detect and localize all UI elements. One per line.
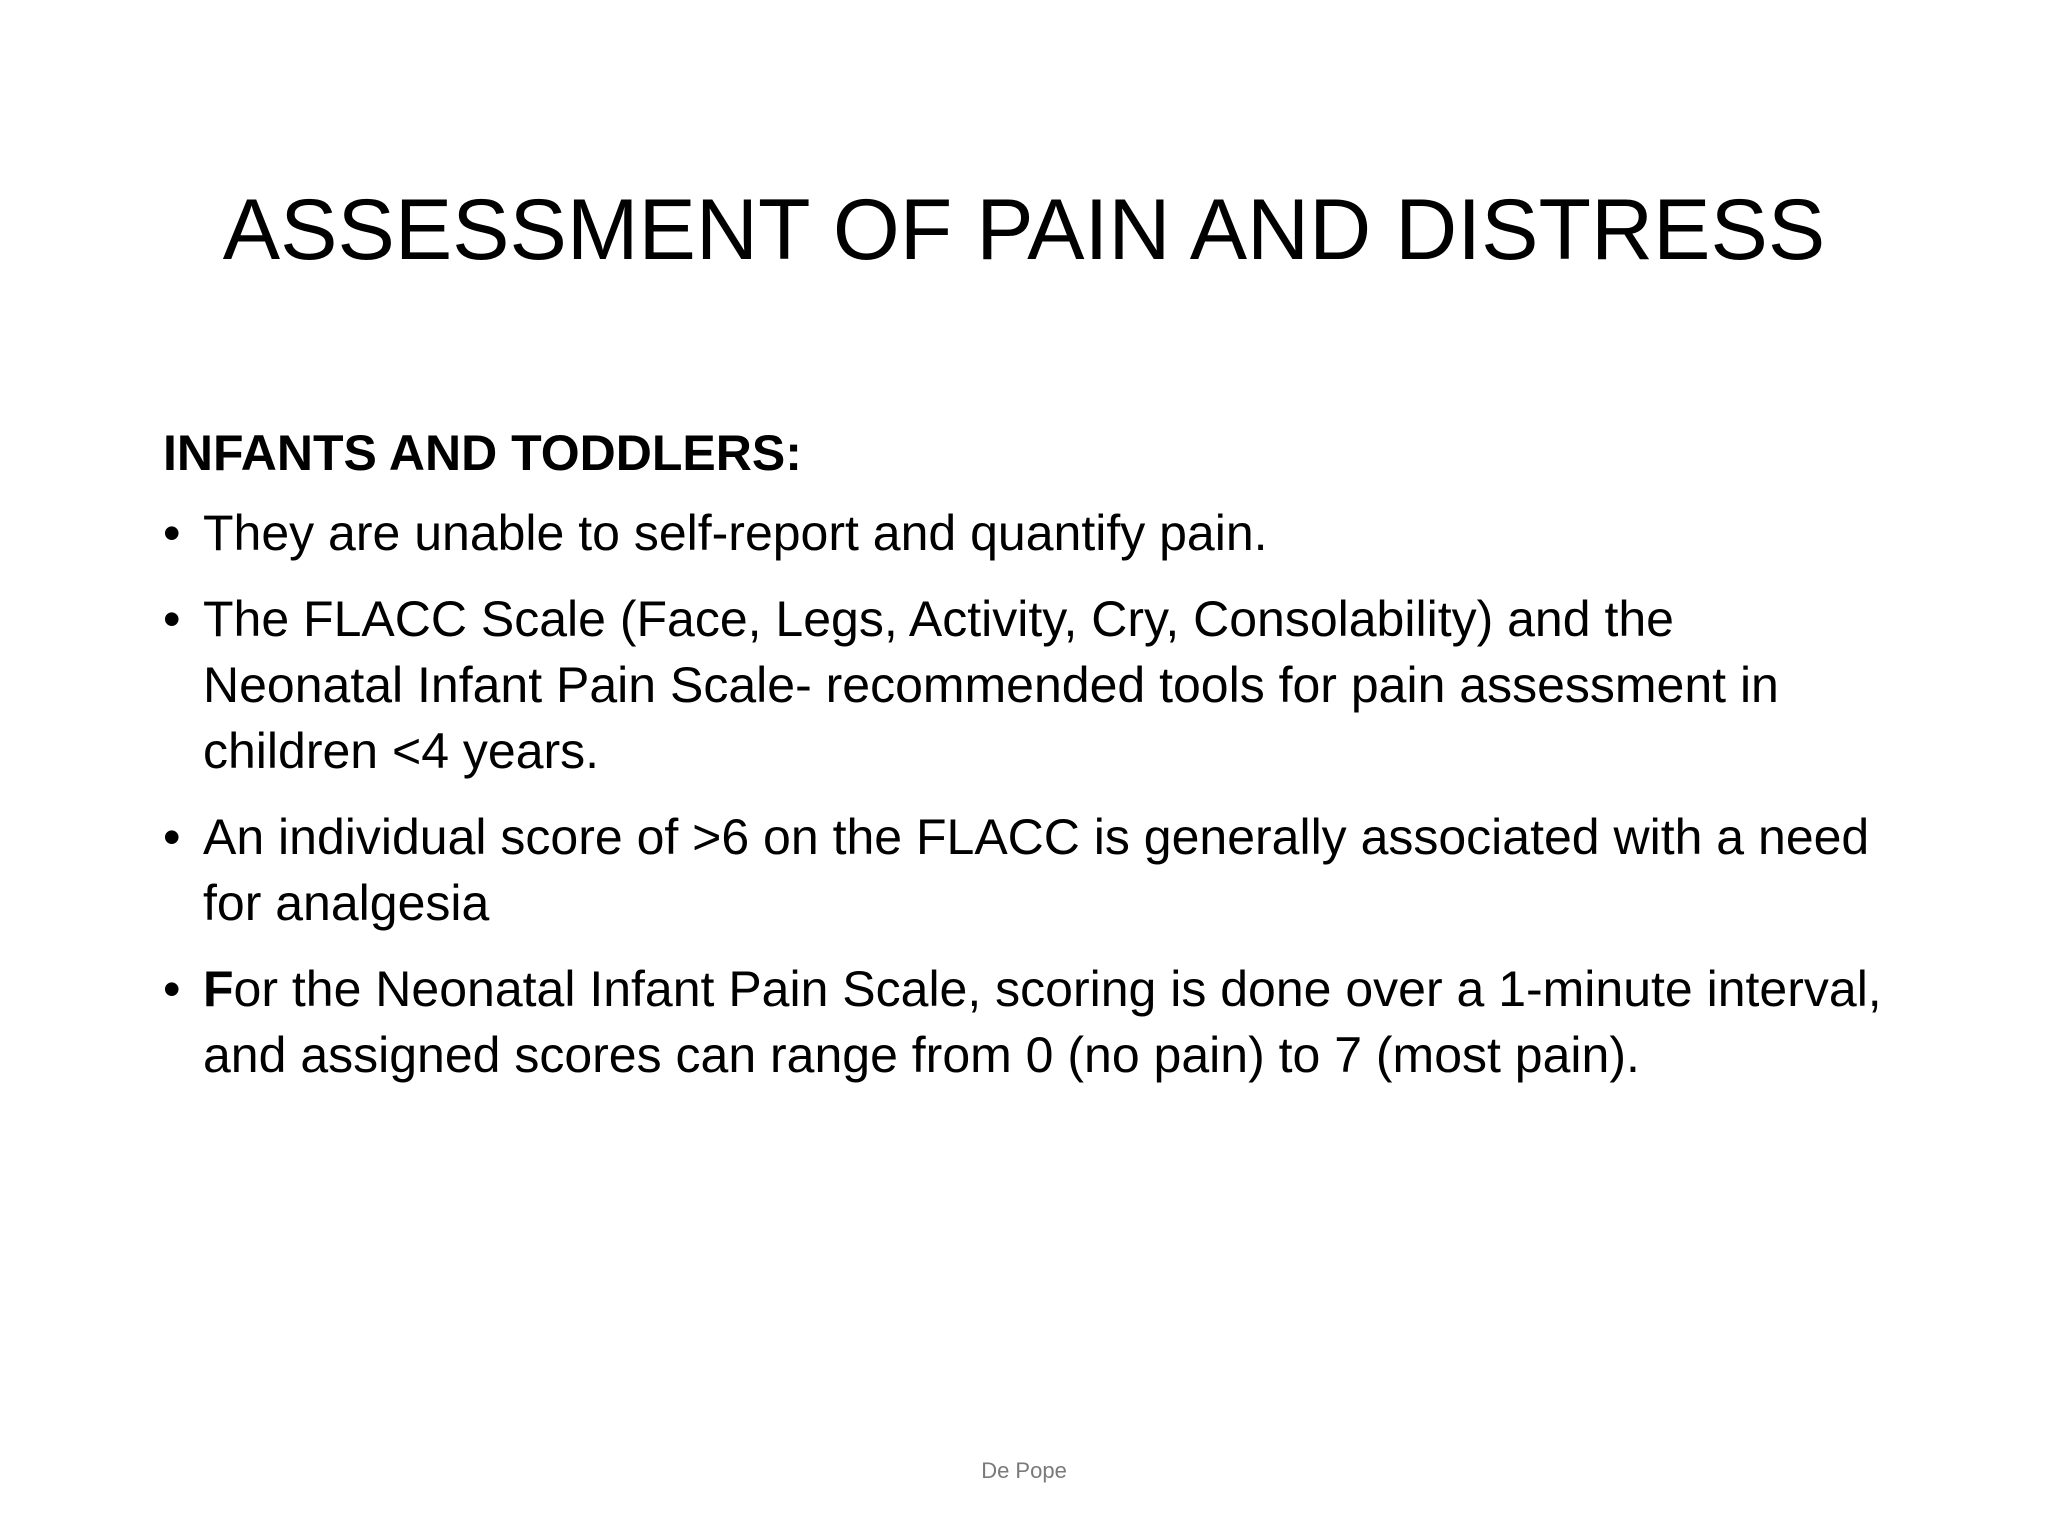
bullet-text: They are unable to self-report and quantify pain. bbox=[203, 505, 1268, 561]
bullet-dot-icon: • bbox=[163, 809, 181, 865]
section-heading: INFANTS AND TODDLERS: bbox=[163, 425, 802, 481]
bullet-item bbox=[163, 586, 1883, 784]
bullet-item bbox=[163, 804, 1883, 936]
bullet-item bbox=[163, 956, 1883, 1088]
bullet-dot-icon: • bbox=[163, 961, 181, 1017]
bullet-text: An individual score of >6 on the FLACC is generally associated with a need for analgesia bbox=[203, 809, 1870, 931]
bullet-text: The FLACC Scale (Face, Legs, Activity, Cry, Consolability) and the Neonatal Infant Pain Scale- recommended tools for pain assessment in children <4 years. bbox=[203, 591, 1779, 779]
bullet-text-rest: or the Neonatal Infant Pain Scale, scoring is done over a 1-minute interval, and assigned scores can range from 0 (no pain) to 7 (most pain). bbox=[203, 961, 1882, 1083]
bullet-item bbox=[163, 500, 1883, 566]
slide-content bbox=[163, 420, 1883, 1108]
bullet-dot-icon: • bbox=[163, 505, 181, 561]
slide-footer: De Pope bbox=[981, 1458, 1067, 1483]
bullet-list bbox=[163, 500, 1883, 1088]
bullet-text bbox=[203, 961, 1882, 1083]
bullet-dot-icon: • bbox=[163, 591, 181, 647]
bullet-bold-lead: F bbox=[203, 961, 234, 1017]
slide-title: ASSESSMENT OF PAIN AND DISTRESS bbox=[222, 182, 1826, 278]
